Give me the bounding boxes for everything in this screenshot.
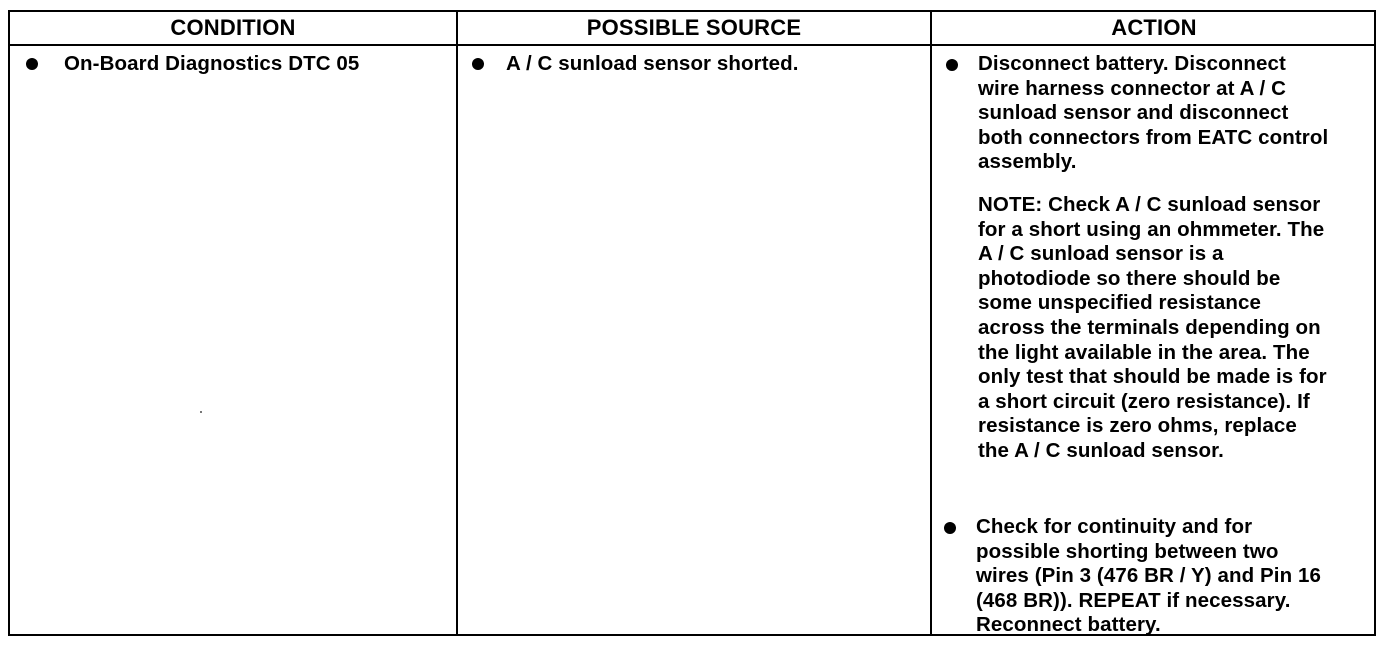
header-condition: CONDITION (170, 15, 296, 40)
scan-speck (200, 411, 202, 413)
possible-source-cell (458, 46, 930, 634)
action-note: NOTE: Check A / C sunload sensor for a short using an ohmmeter. The A / C sunload sensor is a photodiode so there should be some unspecified resistance across the terminals depending on the light available in the area. The only test that should be made is for a short circuit (zero resistance). If resistance is zero ohms, replace the A / C sunload sensor. (978, 193, 1327, 462)
table-header (10, 12, 1374, 46)
condition-text: On-Board Diagnostics DTC 05 (64, 52, 360, 75)
action-step-continuity: Check for continuity and for possible shorting between two wires (Pin 3 (476 BR / Y) and Pin 16 (468 BR)). REPEAT if necessary. Reconnect battery. (976, 515, 1322, 637)
bullet-icon (946, 59, 958, 71)
possible-source-text: A / C sunload sensor shorted. (506, 52, 799, 75)
header-action: ACTION (1111, 15, 1197, 40)
bullet-icon (26, 58, 38, 70)
header-possible-source: POSSIBLE SOURCE (586, 15, 802, 40)
action-step-disconnect: Disconnect battery. Disconnect wire harness connector at A / C sunload sensor and disconnect both connectors from EATC control assembly. (978, 52, 1329, 174)
action-cell (932, 46, 1376, 637)
bullet-icon (472, 58, 484, 70)
condition-cell (10, 46, 456, 634)
bullet-icon (944, 522, 956, 534)
diagnostic-table (8, 10, 1376, 636)
